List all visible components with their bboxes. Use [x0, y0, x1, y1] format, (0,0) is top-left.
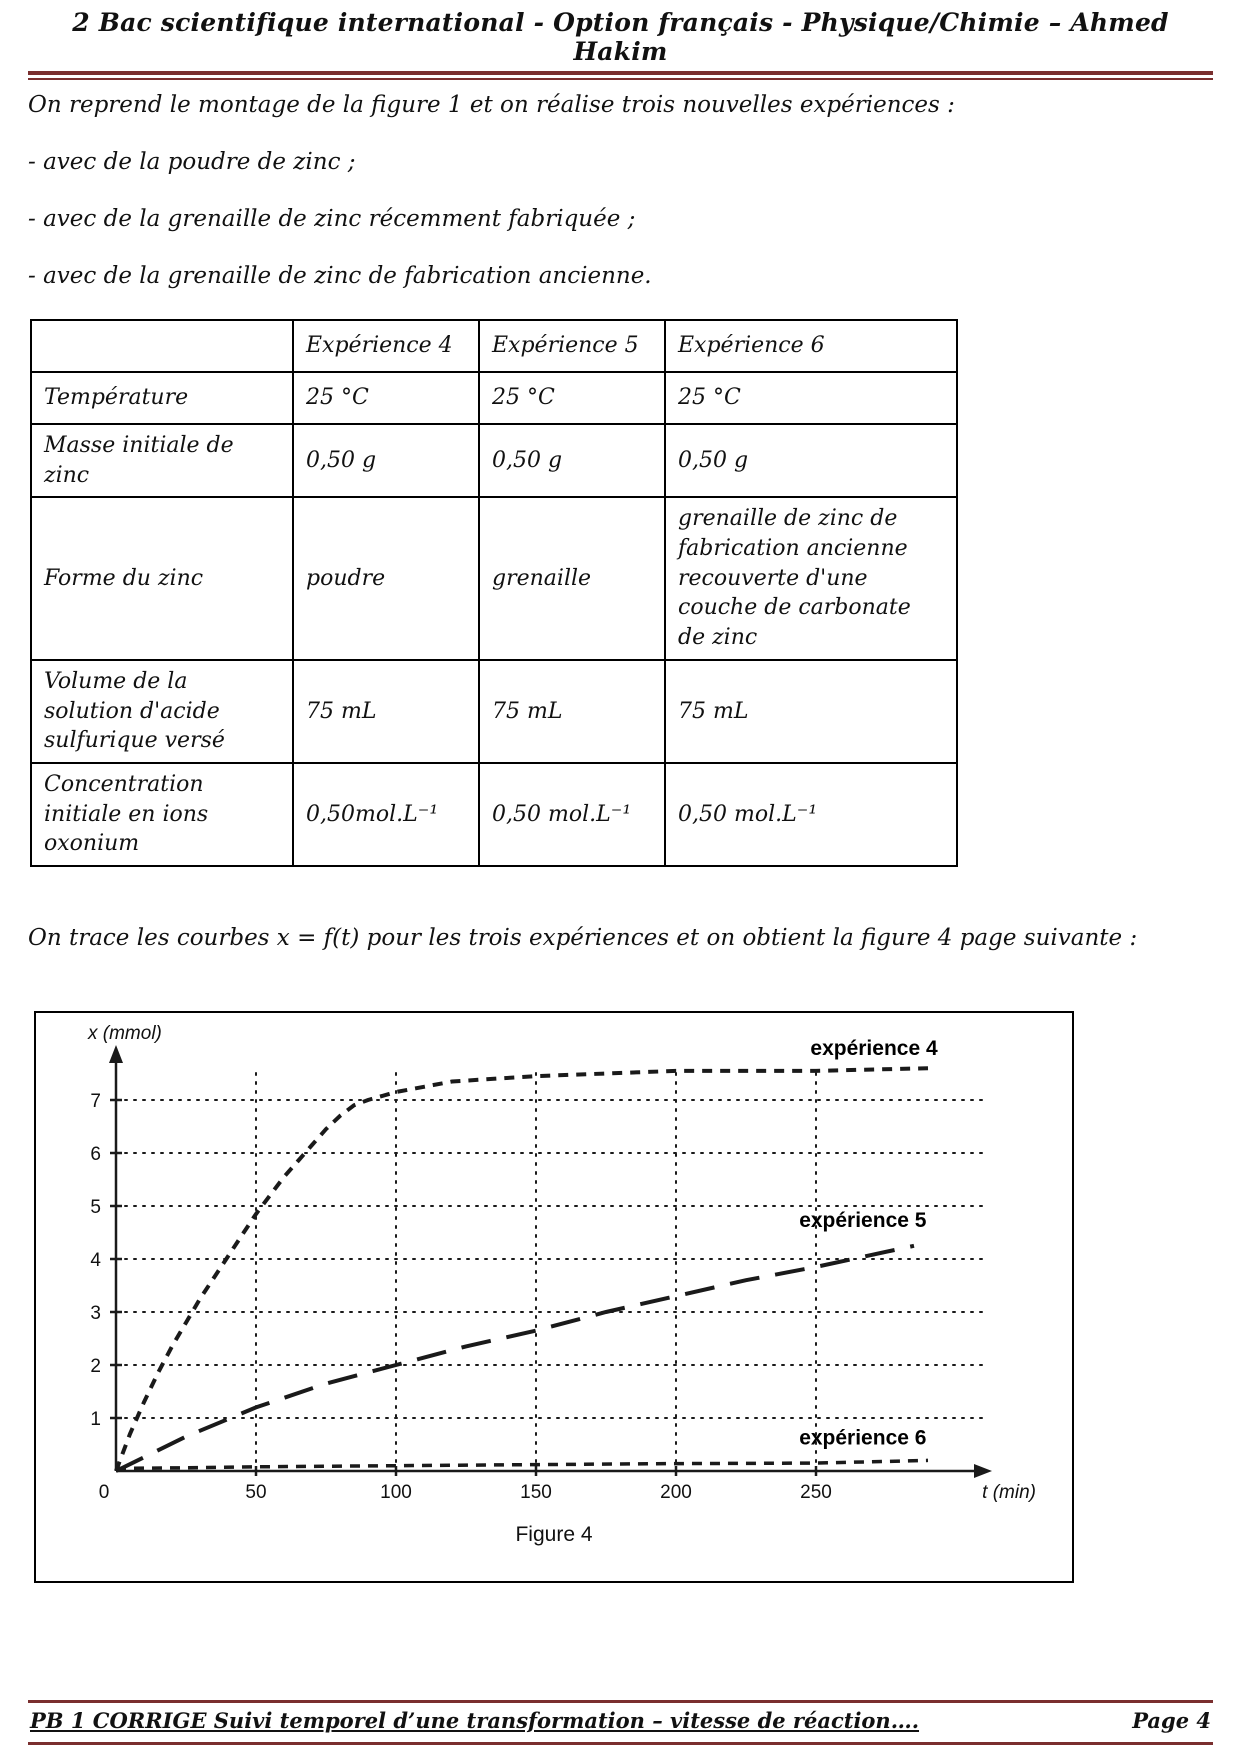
- svg-text:200: 200: [660, 1481, 692, 1503]
- bullet-poudre: - avec de la poudre de zinc ;: [28, 149, 356, 175]
- page-header: [28, 8, 1213, 80]
- table-row-forme: [31, 497, 957, 659]
- cell-masse-exp5: 0,50 g: [479, 424, 665, 497]
- curve-experience-5: [116, 1246, 914, 1471]
- header-title: 2 Bac scientifique international - Option français - Physique/Chimie – Ahmed Hakim: [72, 8, 1169, 66]
- table-header-exp5: Expérience 5: [479, 320, 665, 372]
- table-header-row: [31, 320, 957, 372]
- cell-conc-exp5: 0,50 mol.L⁻¹: [479, 763, 665, 866]
- cell-volume-exp4: 75 mL: [293, 660, 479, 763]
- footer-document-title: PB 1 CORRIGE Suivi temporel d’une transformation – vitesse de réaction….: [30, 1708, 920, 1733]
- footer-divider-bottom: [28, 1742, 1213, 1745]
- svg-text:5: 5: [90, 1196, 101, 1218]
- table-row-temperature: [31, 372, 957, 424]
- x-axis-label: t (min): [982, 1481, 1036, 1503]
- table-row-volume: [31, 660, 957, 763]
- svg-text:150: 150: [520, 1481, 552, 1503]
- row-label-concentration: Concentration initiale en ions oxonium: [31, 763, 293, 866]
- figure-4-chart: [36, 1019, 1072, 1521]
- curves-paragraph: On trace les courbes x = f(t) pour les trois expériences et on obtient la figure 4 page suivante :: [28, 924, 1138, 951]
- label-experience-4: expérience 4: [810, 1036, 938, 1060]
- row-label-temperature: Température: [31, 372, 293, 424]
- svg-text:100: 100: [380, 1481, 412, 1503]
- cell-temp-exp5: 25 °C: [479, 372, 665, 424]
- cell-temp-exp4: 25 °C: [293, 372, 479, 424]
- cell-masse-exp4: 0,50 g: [293, 424, 479, 497]
- y-axis-arrow: [109, 1045, 123, 1063]
- cell-masse-exp6: 0,50 g: [665, 424, 957, 497]
- svg-text:50: 50: [245, 1481, 267, 1503]
- figure-caption: Figure 4: [515, 1522, 593, 1546]
- label-experience-6: expérience 6: [799, 1426, 927, 1450]
- header-divider: [28, 71, 1213, 80]
- footer-row: [28, 1703, 1213, 1742]
- table-header-exp6: Expérience 6: [665, 320, 957, 372]
- footer-page-number: Page 4: [1132, 1708, 1211, 1733]
- row-label-volume: Volume de la solution d'acide sulfurique versé: [31, 660, 293, 763]
- experiments-table: [30, 319, 958, 867]
- label-experience-5: expérience 5: [799, 1209, 927, 1233]
- svg-text:4: 4: [90, 1249, 101, 1271]
- cell-conc-exp6: 0,50 mol.L⁻¹: [665, 763, 957, 866]
- table-header-empty: [31, 320, 293, 372]
- svg-text:1: 1: [90, 1408, 101, 1430]
- y-axis-label: x (mmol): [88, 1022, 162, 1044]
- svg-text:250: 250: [800, 1481, 832, 1503]
- svg-text:6: 6: [90, 1143, 101, 1165]
- svg-text:2: 2: [90, 1355, 101, 1377]
- bullet-grenaille-ancienne: - avec de la grenaille de zinc de fabrication ancienne.: [28, 263, 652, 289]
- cell-temp-exp6: 25 °C: [665, 372, 957, 424]
- svg-text:7: 7: [90, 1090, 101, 1112]
- cell-forme-exp5: grenaille: [479, 497, 665, 659]
- table-row-masse: [31, 424, 957, 497]
- page-footer: [28, 1700, 1213, 1745]
- row-label-masse: Masse initiale de zinc: [31, 424, 293, 497]
- svg-text:3: 3: [90, 1302, 101, 1324]
- svg-text:0: 0: [98, 1481, 110, 1503]
- bullet-grenaille-recente: - avec de la grenaille de zinc récemment fabriquée ;: [28, 206, 636, 232]
- table-header-exp4: Expérience 4: [293, 320, 479, 372]
- row-label-forme: Forme du zinc: [31, 497, 293, 659]
- curve-experience-6: [116, 1460, 928, 1468]
- cell-volume-exp6: 75 mL: [665, 660, 957, 763]
- cell-forme-exp4: poudre: [293, 497, 479, 659]
- document-body: [28, 92, 1213, 1583]
- curve-experience-4: [116, 1068, 928, 1471]
- intro-line: On reprend le montage de la figure 1 et on réalise trois nouvelles expériences :: [28, 92, 955, 118]
- table-row-concentration: [31, 763, 957, 866]
- x-axis-arrow: [974, 1464, 992, 1478]
- figure-4: [34, 1011, 1074, 1583]
- cell-forme-exp6: grenaille de zinc de fabrication ancienne recouverte d'une couche de carbonate de zinc: [665, 497, 957, 659]
- cell-volume-exp5: 75 mL: [479, 660, 665, 763]
- cell-conc-exp4: 0,50mol.L⁻¹: [293, 763, 479, 866]
